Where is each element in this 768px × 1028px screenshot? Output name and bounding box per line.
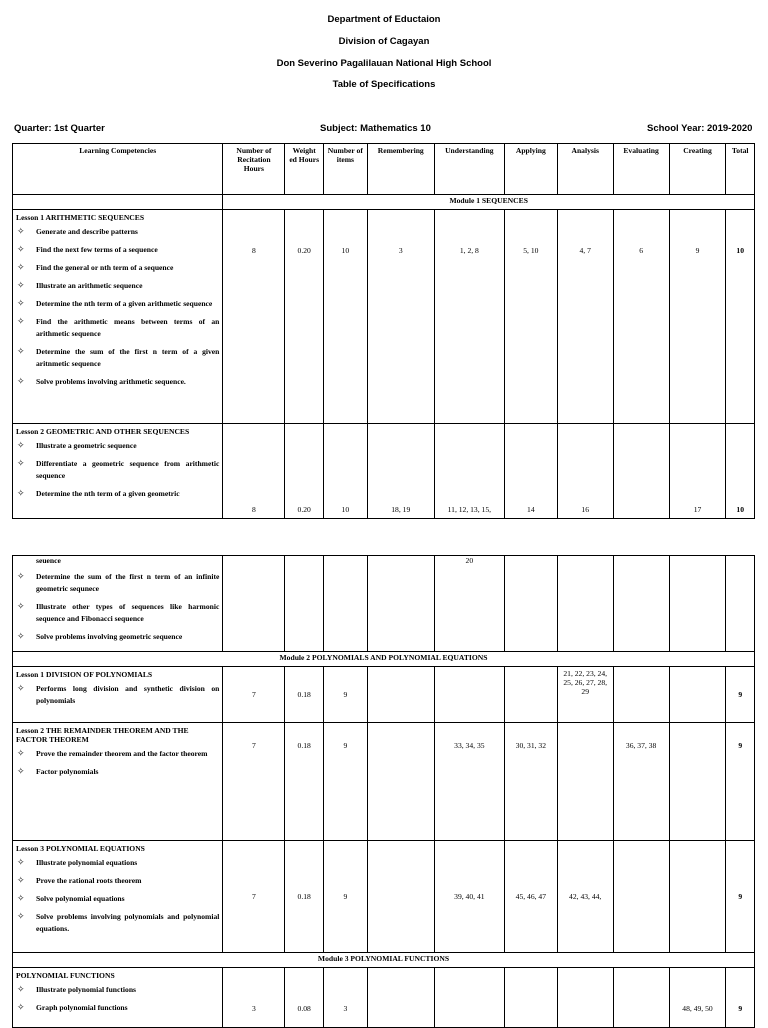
column-header: Applying <box>504 144 557 195</box>
competency-item: ✧ Differentiate a geometric sequence from arithmetic sequence <box>16 458 219 482</box>
analysis-cell: 42, 43, 44, <box>557 841 613 953</box>
hours-cell: 8 <box>223 210 285 424</box>
module-heading: Module 3 POLYNOMIAL FUNCTIONS <box>13 953 755 968</box>
competency-item: ✧ Determine the nth term of a given geometric <box>16 488 219 500</box>
evaluating-cell: 36, 37, 38 <box>613 723 669 841</box>
column-header: Understanding <box>434 144 504 195</box>
analysis-cell: 16 <box>557 424 613 519</box>
hours-cell: 8 <box>223 424 285 519</box>
specifications-table-page1 <box>12 143 755 519</box>
competency-item: ✧ Graph polynomial functions <box>16 1002 219 1014</box>
column-header: Total <box>726 144 755 195</box>
remembering-cell: 18, 19 <box>367 424 434 519</box>
table-row <box>13 210 755 424</box>
weight-cell: 0.20 <box>285 424 324 519</box>
evaluating-cell: 6 <box>613 210 669 424</box>
lesson-title: Lesson 3 POLYNOMIAL EQUATIONS <box>16 844 145 853</box>
analysis-cell <box>557 968 613 1028</box>
remembering-cell <box>367 723 434 841</box>
subject-label: Subject: Mathematics 10 <box>320 123 431 134</box>
creating-cell: 17 <box>669 424 726 519</box>
hours-cell: 3 <box>223 968 285 1028</box>
competencies-cell <box>13 841 223 953</box>
table-row <box>13 723 755 841</box>
table-row <box>13 556 755 652</box>
table-row <box>13 667 755 723</box>
document-title: Table of Specifications <box>332 79 436 90</box>
department-heading: Department of Eductaion <box>327 14 441 25</box>
competencies-cell <box>13 210 223 424</box>
understanding-cell: 33, 34, 35 <box>434 723 504 841</box>
items-cell: 10 <box>324 424 368 519</box>
applying-cell: 14 <box>504 424 557 519</box>
items-cell: 9 <box>324 841 368 953</box>
module-heading: Module 1 SEQUENCES <box>223 195 755 210</box>
weight-cell: 0.20 <box>285 210 324 424</box>
competencies-cell <box>13 968 223 1028</box>
column-header: Analysis <box>557 144 613 195</box>
items-cell: 10 <box>324 210 368 424</box>
remembering-cell <box>367 968 434 1028</box>
evaluating-cell <box>613 841 669 953</box>
items-cell: 3 <box>324 968 368 1028</box>
creating-cell <box>669 841 726 953</box>
lesson-title: Lesson 2 THE REMAINDER THEOREM AND THE FACTOR THEOREM <box>16 726 189 744</box>
total-cell: 9 <box>726 723 755 841</box>
school-heading: Don Severino Pagalilauan National High School <box>276 58 492 69</box>
understanding-cell <box>434 667 504 723</box>
items-cell: 9 <box>324 723 368 841</box>
competency-item: ✧ Prove the remainder theorem and the factor theorem <box>16 748 219 760</box>
competency-item: ✧ Illustrate other types of sequences like harmonic sequence and Fibonacci sequence <box>16 601 219 625</box>
school-year-label: School Year: 2019-2020 <box>647 123 753 134</box>
competencies-cell <box>13 667 223 723</box>
evaluating-cell <box>613 424 669 519</box>
applying-cell <box>504 968 557 1028</box>
lesson-title: Lesson 1 DIVISION OF POLYNOMIALS <box>16 670 153 679</box>
hours-cell: 7 <box>223 723 285 841</box>
column-header-row <box>13 144 755 195</box>
competency-item: ✧ Determine the sum of the first n term of an infinite geometric sequnece <box>16 571 219 595</box>
analysis-cell: 4, 7 <box>557 210 613 424</box>
competency-item: ✧ Find the general or nth term of a sequence <box>16 262 219 274</box>
understanding-cell: 1, 2, 8 <box>434 210 504 424</box>
creating-cell <box>669 723 726 841</box>
creating-cell: 9 <box>669 210 726 424</box>
competency-item: ✧ Find the next few terms of a sequence <box>16 244 219 256</box>
lesson-title: Lesson 1 ARITHMETIC SEQUENCES <box>16 213 145 222</box>
competency-item: ✧ Determine the nth term of a given arithmetic sequence <box>16 298 219 310</box>
continued-fragment: seuence <box>36 556 61 565</box>
competency-item: ✧ Solve problems involving polynomials and polynomial equations. <box>16 911 219 935</box>
competency-item: ✧ Illustrate polynomial equations <box>16 857 219 869</box>
total-cell: 10 <box>726 424 755 519</box>
hours-cell: 7 <box>223 667 285 723</box>
applying-cell: 30, 31, 32 <box>504 723 557 841</box>
understanding-cell: 11, 12, 13, 15, <box>434 424 504 519</box>
table-row <box>13 424 755 519</box>
creating-cell <box>669 667 726 723</box>
applying-cell: 5, 10 <box>504 210 557 424</box>
remembering-cell <box>367 841 434 953</box>
competency-item: ✧ Solve problems involving geometric sequence <box>16 631 219 643</box>
competency-item: ✧ Factor polynomials <box>16 766 219 778</box>
evaluating-cell <box>613 968 669 1028</box>
total-cell: 9 <box>726 841 755 953</box>
analysis-cell: 21, 22, 23, 24, 25, 26, 27, 28, 29 <box>557 667 613 723</box>
evaluating-cell <box>613 667 669 723</box>
weight-cell: 0.08 <box>285 968 324 1028</box>
understanding-cell: 20 <box>434 556 504 652</box>
competency-item: ✧ Prove the rational roots theorem <box>16 875 219 887</box>
total-cell: 10 <box>726 210 755 424</box>
competency-item: ✧ Illustrate a geometric sequence <box>16 440 219 452</box>
analysis-cell <box>557 723 613 841</box>
column-header: Number of items <box>324 144 368 195</box>
competencies-cell <box>13 723 223 841</box>
remembering-cell: 3 <box>367 210 434 424</box>
competencies-cell <box>13 424 223 519</box>
competency-item: ✧ Generate and describe patterns <box>16 226 219 238</box>
column-header: Remembering <box>367 144 434 195</box>
column-header: Weight ed Hours <box>285 144 324 195</box>
table-row <box>13 841 755 953</box>
remembering-cell <box>367 667 434 723</box>
applying-cell: 45, 46, 47 <box>504 841 557 953</box>
table-row <box>13 968 755 1028</box>
competency-item: ✧ Solve problems involving arithmetic sequence. <box>16 376 219 388</box>
quarter-label: Quarter: 1st Quarter <box>14 123 105 134</box>
lesson-title: Lesson 2 GEOMETRIC AND OTHER SEQUENCES <box>16 427 190 436</box>
hours-cell: 7 <box>223 841 285 953</box>
competency-item: ✧ Solve polynomial equations <box>16 893 219 905</box>
column-header: Creating <box>669 144 726 195</box>
items-cell: 9 <box>324 667 368 723</box>
applying-cell <box>504 667 557 723</box>
competency-item: ✧ Illustrate an arithmetic sequence <box>16 280 219 292</box>
total-cell: 9 <box>726 968 755 1028</box>
weight-cell: 0.18 <box>285 841 324 953</box>
competency-item: ✧ Find the arithmetic means between terms of an arithmetic sequence <box>16 316 219 340</box>
division-heading: Division of Cagayan <box>338 36 430 47</box>
competency-item: ✧ Determine the sum of the first n term of a given aritnmetic sequence <box>16 346 219 370</box>
total-cell: 9 <box>726 667 755 723</box>
lesson-title: POLYNOMIAL FUNCTIONS <box>16 971 115 980</box>
competency-item: ✧ Illustrate polynomial functions <box>16 984 219 996</box>
creating-cell: 48, 49, 50 <box>669 968 726 1028</box>
column-header: Learning Competencies <box>13 144 223 195</box>
weight-cell: 0.18 <box>285 723 324 841</box>
competencies-cell <box>13 556 223 652</box>
module-heading: Module 2 POLYNOMIALS AND POLYNOMIAL EQUATIONS <box>13 652 755 667</box>
competency-item: ✧ Performs long division and synthetic division on polynomials <box>16 683 219 707</box>
column-header: Number of Recitation Hours <box>223 144 285 195</box>
column-header: Evaluating <box>613 144 669 195</box>
understanding-cell <box>434 968 504 1028</box>
specifications-table-page2 <box>12 555 755 1028</box>
weight-cell: 0.18 <box>285 667 324 723</box>
understanding-cell: 39, 40, 41 <box>434 841 504 953</box>
